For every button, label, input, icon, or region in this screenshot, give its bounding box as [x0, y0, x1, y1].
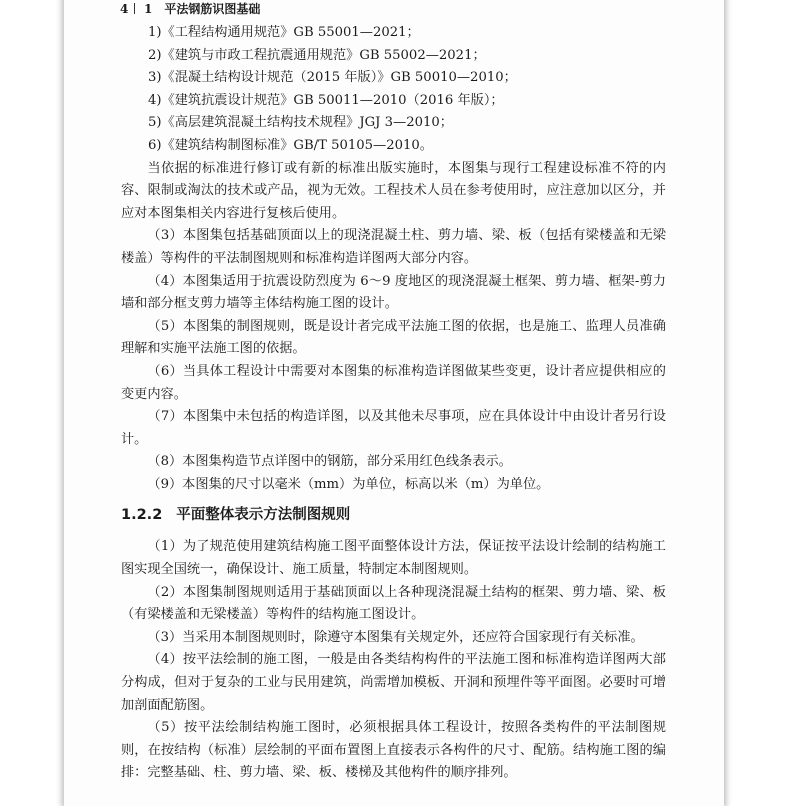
standard-item: 6)《建筑结构制图标准》GB/T 50105—2010。	[148, 137, 433, 153]
book-page	[64, 0, 724, 806]
paragraph: （1）为了规范使用建筑结构施工图平面整体设计方法，保证按平法设计绘制的结构施工图实现全国统一，确保设计、施工质量，特制定本制图规则。	[121, 539, 666, 578]
standard-item: 1)《工程结构通用规范》GB 55001—2021；	[148, 25, 420, 40]
paragraph: （5）本图集的制图规则，既是设计者完成平法施工图的依据，也是施工、监理人员准确理解和实施平法施工图的依据。	[121, 318, 666, 357]
paragraph: （3）本图集包括基础顶面以上的现浇混凝土柱、剪力墙、梁、板（包括有梁楼盖和无梁楼盖）等构件的平法制图规则和标准构造详图两大部分内容。	[121, 228, 666, 266]
running-header	[120, 0, 720, 18]
paragraph: （5）按平法绘制结构施工图时，必须根据具体工程设计，按照各类构件的平法制图规则，在按结构（标准）层绘制的平面布置图上直接表示各构件的尺寸、配筋。结构施工图的编排：完整基础、柱、剪力墙、梁、板、楼梯及其他构件的顺序排列。	[121, 720, 666, 781]
paragraph: 当依据的标准进行修订或有新的标准出版实施时，本图集与现行工程建设标准不符的内容、限制或淘汰的技术或产品，视为无效。工程技术人员在参考使用时，应注意加以区分，并应对本图集相关内容进行复核后使用。	[121, 160, 666, 221]
standard-item: 2)《建筑与市政工程抗震通用规范》GB 55002—2021；	[148, 47, 486, 63]
standards-list	[121, 22, 666, 158]
paragraph: （9）本图集的尺寸以毫米（mm）为单位，标高以米（m）为单位。	[147, 476, 550, 492]
page-number: 4	[120, 2, 129, 16]
chapter-title: 平法钢筋识图基础	[164, 2, 261, 16]
paragraph: （7）本图集中未包括的构造详图，以及其他未尽事项，应在具体设计中由设计者另行设计。	[121, 409, 666, 447]
section-title: 平面整体表示方法制图规则	[176, 507, 351, 524]
section-number: 1.2.2	[121, 507, 163, 524]
standard-item: 4)《建筑抗震设计规范》GB 50011—2010（2016 年版）；	[148, 92, 504, 108]
chapter-number: 1	[144, 2, 153, 16]
paragraph: （4）按平法绘制的施工图，一般是由各类结构构件的平法施工图和标准构造详图两大部分构成，但对于复杂的工业与民用建筑，尚需增加模板、开洞和预埋件等平面图。必要时可增加剖面配筋图。	[121, 652, 666, 713]
paragraph: （8）本图集构造节点详图中的钢筋，部分采用红色线条表示。	[147, 454, 512, 470]
paragraph: （3）当采用本制图规则时，除遵守本图集有关规定外，还应符合国家现行有关标准。	[147, 629, 644, 645]
page-body	[121, 22, 666, 785]
paragraph: （6）当具体工程设计中需要对本图集的标准构造详图做某些变更，设计者应提供相应的变更内容。	[121, 363, 666, 402]
standard-item: 5)《高层建筑混凝土结构技术规程》JGJ 3—2010；	[148, 115, 453, 131]
standard-item: 3)《混凝土结构设计规范（2015 年版）》GB 50010—2010；	[148, 70, 517, 86]
paragraph: （4）本图集适用于抗震设防烈度为 6～9 度地区的现浇混凝土框架、剪力墙、框架-剪力墙和部分框支剪力墙等主体结构施工图的设计。	[121, 273, 666, 312]
header-divider	[134, 3, 135, 14]
section-heading	[121, 503, 666, 527]
paragraph: （2）本图集制图规则适用于基础顶面以上各种现浇混凝土结构的框架、剪力墙、梁、板（有梁楼盖和无梁楼盖）等构件的结构施工图设计。	[121, 584, 666, 623]
